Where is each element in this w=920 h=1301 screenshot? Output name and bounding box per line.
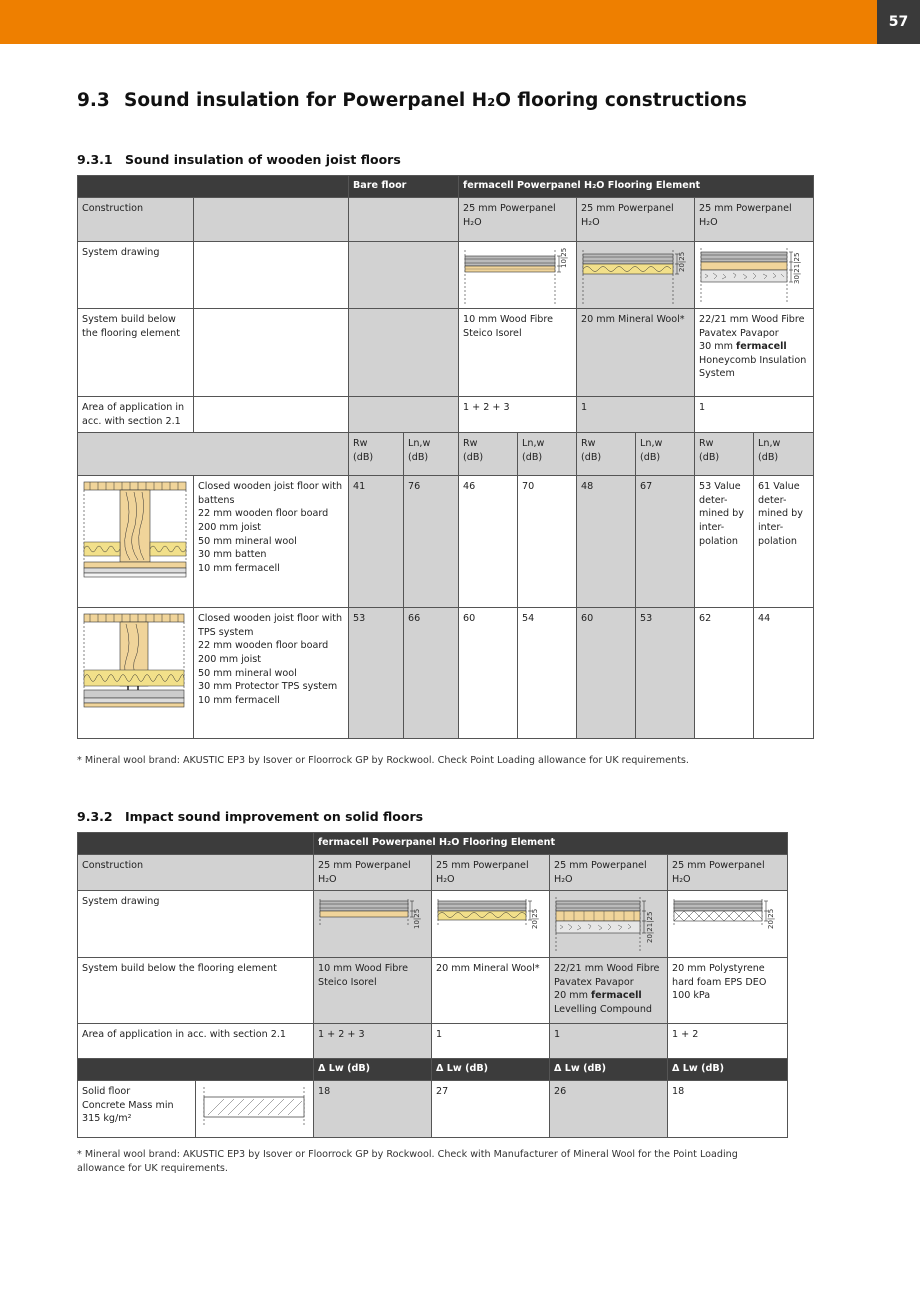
system-drawing-4	[668, 891, 788, 958]
dimension-label: 20|25	[678, 251, 687, 272]
section-number: 9.3.2	[77, 809, 113, 824]
construction-c1: 25 mm Powerpanel H₂O	[459, 198, 577, 242]
unit-ln: Ln,w (dB)	[404, 433, 459, 476]
system-drawing-1	[459, 242, 577, 309]
wood-fibre-build-drawing	[318, 895, 426, 953]
unit-ln: Ln,w (dB)	[518, 433, 577, 476]
value-cell: 66	[404, 608, 459, 739]
build-c3-line1: 22/21 mm Wood Fibre Pavatex Pavapor	[699, 314, 805, 339]
area-c1: 1 + 2 + 3	[459, 397, 577, 433]
value-cell: 27	[432, 1081, 550, 1138]
system-drawing-2	[577, 242, 695, 309]
table-row	[78, 1081, 788, 1138]
value-cell: 46	[459, 476, 518, 608]
build-c3	[695, 309, 814, 397]
solid-floor-drawing	[196, 1081, 314, 1138]
element-header: fermacell Powerpanel H₂O Flooring Element	[314, 833, 788, 855]
area-label: Area of application in acc. with section 2.1	[78, 1024, 314, 1059]
floor-description-2: Closed wooden joist floor with TPS system 22 mm wooden floor board 200 mm joist 50 mm mineral wool 30 mm Protector TPS system 10 mm fermacell	[194, 608, 349, 739]
build-c3-line2: 20 mm	[554, 990, 591, 1002]
system-drawing-1	[314, 891, 432, 958]
system-drawing-3	[695, 242, 814, 309]
value-cell: 60	[459, 608, 518, 739]
solid-floor-label: Solid floor Concrete Mass min 315 kg/m²	[78, 1081, 196, 1138]
unit-rw: Rw (dB)	[695, 433, 754, 476]
area-label: Area of application in acc. with section 2.1	[78, 397, 194, 433]
levelling-compound-build-drawing	[554, 895, 662, 953]
top-banner	[0, 0, 877, 44]
area-c3: 1	[550, 1024, 668, 1059]
unit-ln: Ln,w (dB)	[636, 433, 695, 476]
section-heading: Sound insulation of wooden joist floors	[125, 152, 401, 167]
drawing-label: System drawing	[78, 891, 314, 958]
dimension-label: 20|21|25	[646, 911, 654, 944]
floor-drawing-battens	[78, 476, 194, 608]
page-number: 57	[877, 0, 920, 44]
value-cell: 18	[314, 1081, 432, 1138]
footnote-2: * Mineral wool brand: AKUSTIC EP3 by Isover or Floorrock GP by Rockwool. Check with Manufacturer of Mineral Wool for the Point Loading allowance for UK requirements.	[77, 1149, 738, 1174]
floor-description-1: Closed wooden joist floor with battens 22 mm wooden floor board 200 mm joist 50 mm mineral wool 30 mm batten 10 mm fermacell	[194, 476, 349, 608]
build-c3	[550, 958, 668, 1024]
construction-label: Construction	[78, 855, 314, 891]
build-c4: 20 mm Polystyrene hard foam EPS DEO 100 kPa	[668, 958, 788, 1024]
value-cell: 53	[349, 608, 404, 739]
dimension-label: 20|25	[767, 909, 775, 930]
dimension-label: 20|25	[531, 909, 539, 930]
area-c3: 1	[695, 397, 814, 433]
heading-number: 9.3	[77, 90, 110, 111]
dimension-label: 10|25	[413, 909, 421, 930]
value-cell: 60	[577, 608, 636, 739]
value-cell: 62	[695, 608, 754, 739]
construction-c1: 25 mm Powerpanel H₂O	[314, 855, 432, 891]
build-label: System build below the flooring element	[78, 958, 314, 1024]
build-c2: 20 mm Mineral Wool*	[577, 309, 695, 397]
value-cell: 44	[754, 608, 814, 739]
dimension-label: 10|25	[560, 247, 569, 268]
mineral-wool-build-drawing	[581, 246, 691, 304]
build-c3-line3: Honeycomb Insulation System	[699, 354, 807, 380]
construction-c2: 25 mm Powerpanel H₂O	[432, 855, 550, 891]
construction-c4: 25 mm Powerpanel H₂O	[668, 855, 788, 891]
wood-fibre-build-drawing	[463, 246, 573, 304]
construction-c3: 25 mm Powerpanel H₂O	[695, 198, 814, 242]
page-title	[77, 90, 747, 111]
value-cell: 76	[404, 476, 459, 608]
drawing-label: System drawing	[78, 242, 194, 309]
section-title-932	[77, 809, 423, 824]
build-c3-line1: 22/21 mm Wood Fibre Pavatex Pavapor	[554, 963, 660, 988]
value-cell: 53 Value deter-mined by inter-polation	[695, 476, 754, 608]
joist-floor-tps-drawing	[82, 612, 188, 716]
element-header: fermacell Powerpanel H₂O Flooring Element	[459, 176, 814, 198]
section-number: 9.3.1	[77, 152, 113, 167]
construction-c2: 25 mm Powerpanel H₂O	[577, 198, 695, 242]
build-label: System build below the flooring element	[78, 309, 194, 397]
value-cell: 18	[668, 1081, 788, 1138]
area-c2: 1	[432, 1024, 550, 1059]
value-cell: 61 Value deter-mined by inter-polation	[754, 476, 814, 608]
unit-rw: Rw (dB)	[577, 433, 636, 476]
floor-drawing-tps	[78, 608, 194, 739]
delta-header: Δ Lw (dB)	[668, 1059, 788, 1081]
joist-floor-table	[77, 175, 814, 739]
value-cell: 26	[550, 1081, 668, 1138]
brand-name: fermacell	[591, 990, 642, 1002]
area-c1: 1 + 2 + 3	[314, 1024, 432, 1059]
construction-c3: 25 mm Powerpanel H₂O	[550, 855, 668, 891]
unit-ln: Ln,w (dB)	[754, 433, 814, 476]
construction-label: Construction	[78, 198, 194, 242]
bare-floor-header: Bare floor	[349, 176, 459, 198]
concrete-slab-drawing	[200, 1085, 308, 1129]
footnote-1: * Mineral wool brand: AKUSTIC EP3 by Isover or Floorrock GP by Rockwool. Check Point Loading allowance for UK requirements.	[77, 755, 689, 766]
section-title-931	[77, 152, 401, 167]
build-c1: 10 mm Wood Fibre Steico Isorel	[314, 958, 432, 1024]
system-drawing-2	[432, 891, 550, 958]
value-cell: 41	[349, 476, 404, 608]
value-cell: 48	[577, 476, 636, 608]
dimension-label: 30|21|25	[793, 252, 802, 284]
unit-rw: Rw (dB)	[349, 433, 404, 476]
delta-header: Δ Lw (dB)	[550, 1059, 668, 1081]
delta-header: Δ Lw (dB)	[314, 1059, 432, 1081]
honeycomb-build-drawing	[699, 246, 809, 304]
build-c1: 10 mm Wood Fibre Steico Isorel	[459, 309, 577, 397]
unit-rw: Rw (dB)	[459, 433, 518, 476]
system-drawing-3	[550, 891, 668, 958]
table-row	[78, 476, 814, 608]
header-blank	[78, 176, 349, 198]
value-cell: 70	[518, 476, 577, 608]
build-c3-line2: 30 mm	[699, 341, 737, 353]
value-cell: 53	[636, 608, 695, 739]
table-row	[78, 608, 814, 739]
solid-floor-table	[77, 832, 788, 1138]
mineral-wool-build-drawing	[436, 895, 544, 953]
brand-name: fermacell	[736, 341, 787, 353]
value-cell: 67	[636, 476, 695, 608]
delta-header: Δ Lw (dB)	[432, 1059, 550, 1081]
heading-text: Sound insulation for Powerpanel H₂O flooring constructions	[124, 90, 747, 111]
build-c3-line3: Levelling Compound	[554, 1003, 652, 1015]
section-heading: Impact sound improvement on solid floors	[125, 809, 424, 824]
value-cell: 54	[518, 608, 577, 739]
area-c2: 1	[577, 397, 695, 433]
polystyrene-build-drawing	[672, 895, 782, 953]
build-c2: 20 mm Mineral Wool*	[432, 958, 550, 1024]
joist-floor-battens-drawing	[82, 480, 188, 584]
area-c4: 1 + 2	[668, 1024, 788, 1059]
